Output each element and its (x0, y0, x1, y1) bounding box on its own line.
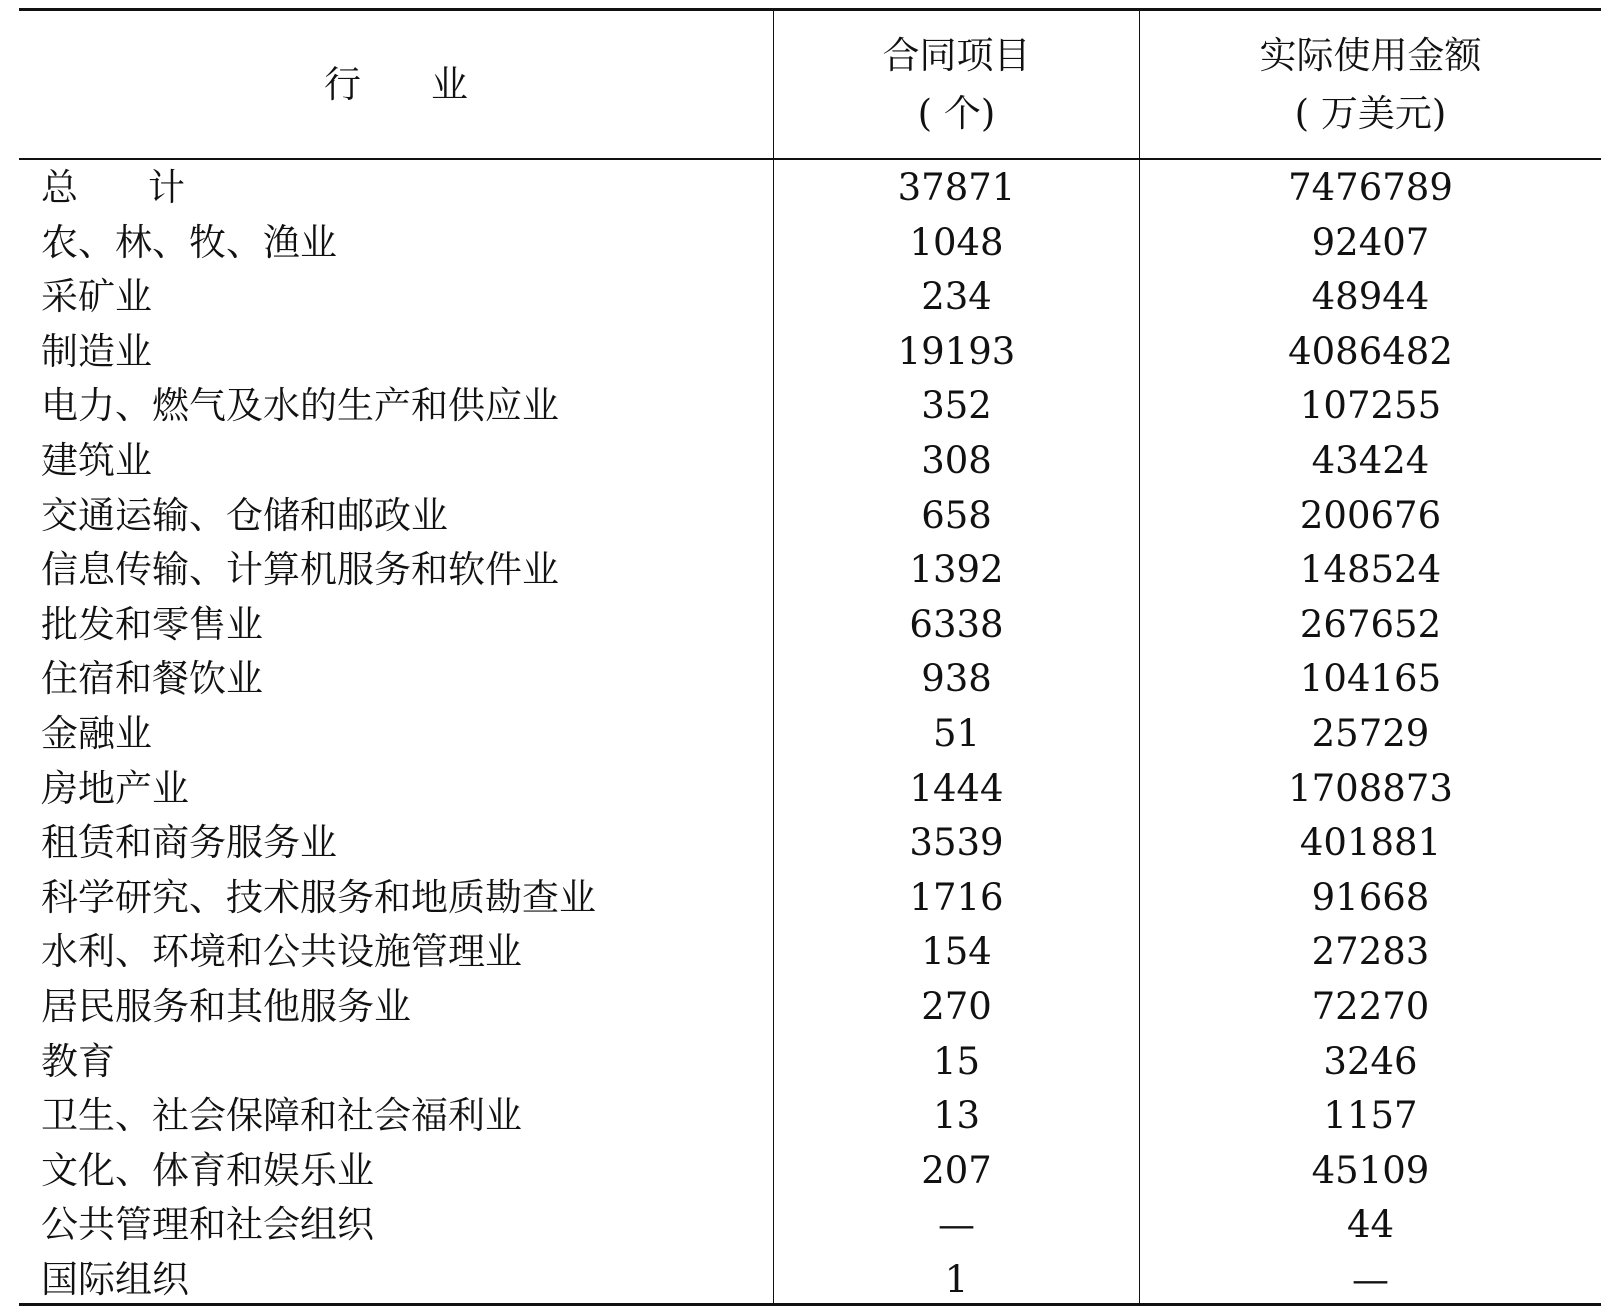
contracts-cell: — (938, 1203, 975, 1247)
industry-cell: 电力、燃气及水的生产和供应业 (41, 384, 559, 428)
table-row (19, 597, 1601, 652)
table-row (19, 542, 1601, 597)
industry-cell: 国际组织 (41, 1257, 189, 1301)
amount-cell: 107255 (1299, 384, 1442, 428)
amount-cell: 48944 (1311, 275, 1430, 319)
table-row (19, 160, 1601, 215)
table-row (19, 378, 1601, 433)
industry-cell: 卫生、社会保障和社会福利业 (41, 1094, 522, 1138)
industry-cell: 住宿和餐饮业 (41, 657, 263, 701)
industry-cell: 批发和零售业 (41, 602, 263, 646)
table-row (19, 870, 1601, 925)
header-contracts-label: 合同项目 (882, 33, 1031, 77)
header-contracts-unit: ( 个) (917, 91, 996, 135)
amount-cell: 91668 (1311, 875, 1430, 919)
header-amount-unit: ( 万美元) (1294, 91, 1447, 135)
table-row (19, 979, 1601, 1034)
industry-cell: 居民服务和其他服务业 (41, 984, 411, 1028)
industry-cell: 农、林、牧、渔业 (41, 220, 337, 264)
contracts-cell: 51 (932, 711, 981, 755)
table-row (19, 488, 1601, 543)
table-body (19, 160, 1601, 1306)
contracts-cell: 207 (921, 1148, 992, 1192)
header-amount (1140, 11, 1601, 158)
table-row (19, 433, 1601, 488)
industry-cell: 信息传输、计算机服务和软件业 (41, 548, 559, 592)
contracts-cell: 352 (921, 384, 992, 428)
table-row (19, 1197, 1601, 1252)
contracts-cell: 6338 (909, 602, 1004, 646)
table-row (19, 761, 1601, 816)
amount-cell: — (1352, 1257, 1389, 1301)
amount-cell: 7476789 (1288, 166, 1453, 209)
contracts-cell: 13 (932, 1094, 981, 1138)
contracts-cell: 1 (944, 1257, 969, 1301)
amount-cell: 200676 (1299, 493, 1442, 537)
contracts-cell: 1444 (909, 766, 1004, 810)
industry-cell: 房地产业 (41, 766, 189, 810)
contracts-cell: 308 (921, 438, 992, 482)
industry-cell: 水利、环境和公共设施管理业 (41, 930, 522, 974)
industry-cell: 金融业 (41, 711, 152, 755)
table-row (19, 924, 1601, 979)
amount-cell: 1157 (1323, 1094, 1418, 1138)
industry-cell: 交通运输、仓储和邮政业 (41, 493, 448, 537)
contracts-cell: 154 (921, 930, 992, 974)
header-industry (19, 11, 773, 158)
amount-cell: 267652 (1299, 602, 1442, 646)
amount-cell: 401881 (1299, 821, 1442, 865)
industry-cell: 文化、体育和娱乐业 (41, 1148, 374, 1192)
amount-cell: 1708873 (1288, 766, 1453, 810)
table-row (19, 215, 1601, 270)
table-row (19, 706, 1601, 761)
contracts-cell: 1392 (909, 548, 1004, 592)
industry-cell: 教育 (41, 1039, 115, 1083)
industry-cell: 制造业 (41, 329, 152, 373)
industry-cell: 公共管理和社会组织 (41, 1203, 374, 1247)
contracts-cell: 1716 (909, 875, 1004, 919)
table-row (19, 651, 1601, 706)
contracts-cell: 19193 (897, 329, 1016, 373)
table-row (19, 1088, 1601, 1143)
industry-cell: 总计 (41, 166, 255, 209)
industry-cell: 建筑业 (41, 438, 152, 482)
contracts-cell: 1048 (909, 220, 1004, 264)
amount-cell: 27283 (1311, 930, 1430, 974)
table-row (19, 269, 1601, 324)
table-row (19, 815, 1601, 870)
amount-cell: 44 (1346, 1203, 1395, 1247)
industry-investment-table (19, 8, 1601, 1306)
amount-cell: 4086482 (1288, 329, 1453, 373)
contracts-cell: 658 (921, 493, 992, 537)
industry-cell: 采矿业 (41, 275, 152, 319)
amount-cell: 104165 (1299, 657, 1442, 701)
amount-cell: 25729 (1311, 711, 1430, 755)
table-row (19, 1252, 1601, 1307)
contracts-cell: 234 (921, 275, 992, 319)
amount-cell: 72270 (1311, 984, 1430, 1028)
contracts-cell: 270 (921, 984, 992, 1028)
contracts-cell: 938 (921, 657, 992, 701)
amount-cell: 43424 (1311, 438, 1430, 482)
amount-cell: 3246 (1323, 1039, 1418, 1083)
industry-cell: 科学研究、技术服务和地质勘查业 (41, 875, 596, 919)
header-contracts (774, 11, 1139, 158)
contracts-cell: 15 (932, 1039, 981, 1083)
amount-cell: 92407 (1311, 220, 1430, 264)
contracts-cell: 37871 (897, 166, 1016, 209)
header-industry-label: 行业 (324, 62, 538, 106)
contracts-cell: 3539 (909, 821, 1004, 865)
amount-cell: 45109 (1311, 1148, 1430, 1192)
header-amount-label: 实际使用金额 (1259, 33, 1482, 77)
table-row (19, 324, 1601, 379)
table-row (19, 1034, 1601, 1089)
industry-cell: 租赁和商务服务业 (41, 821, 337, 865)
table-row (19, 1143, 1601, 1198)
amount-cell: 148524 (1299, 548, 1442, 592)
